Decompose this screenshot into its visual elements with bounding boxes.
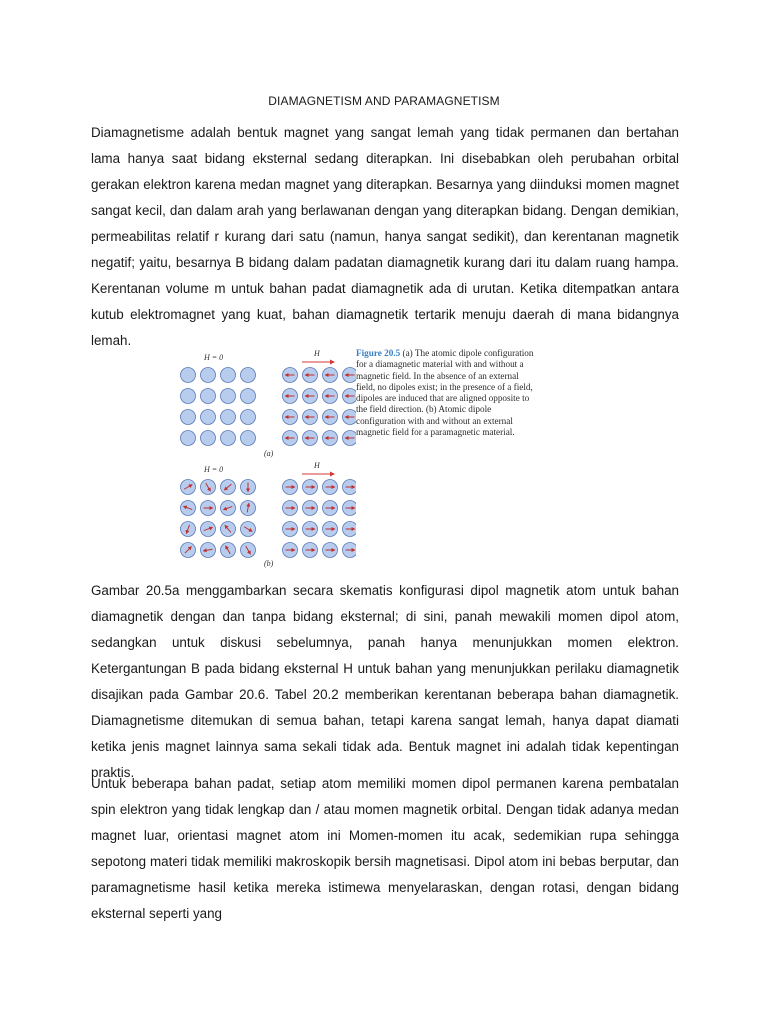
diamagnetic-no-field-atom <box>201 431 216 446</box>
label-b: (b) <box>264 559 274 568</box>
diamagnetic-no-field-atom <box>181 431 196 446</box>
diamagnetic-no-field-atom <box>181 389 196 404</box>
label-h0-a: H = 0 <box>204 353 224 362</box>
diamagnetic-no-field-atom <box>201 368 216 383</box>
diamagnetic-no-field-atom <box>201 410 216 425</box>
label-a: (a) <box>264 449 274 458</box>
label-h-b: H <box>314 461 320 470</box>
label-h0-b: H = 0 <box>204 465 224 474</box>
diamagnetic-no-field-atom <box>241 389 256 404</box>
label-h-a: H <box>314 349 320 358</box>
diamagnetic-no-field-atom <box>181 410 196 425</box>
diamagnetic-no-field-atom <box>181 368 196 383</box>
paragraph-2: Gambar 20.5a menggambarkan secara skematis konfigurasi dipol magnetik atom untuk bahan diamagnetik dengan dan tanpa bidang eksternal; di sini, panah mewakili momen dipol atom, sedangkan untuk diskusi sebelumnya, panah hanya menunjukkan momen elektron. Ketergantungan B pada bidang eksternal H untuk bahan yang menunjukkan perilaku diamagnetik disajikan pada Gambar 20.6. Tabel 20.2 memberikan kerentanan beberapa bahan diamagnetik. Diamagnetisme ditemukan di semua bahan, tetapi karena sangat lemah, hanya dapat diamati ketika jenis magnet lainnya sama sekali tidak ada. Bentuk magnet ini adalah tidak kepentingan praktis. <box>91 583 679 780</box>
diamagnetic-no-field-atom <box>241 431 256 446</box>
caption-text: (a) The atomic dipole configuration for a diamagnetic material with and without a magnetic field. In the absence of an external field, no dipoles exist; in the presence of a field, dipoles are induced that are aligned opposite to the field direction. (b) Atomic dipole configuration with and without an external magnetic field for a paramagnetic material. <box>356 348 534 438</box>
paragraph-1: Diamagnetisme adalah bentuk magnet yang sangat lemah yang tidak permanen dan bertahan lama hanya saat bidang eksternal sedang diterapkan. Ini disebabkan oleh perubahan orbital gerakan elektron karena medan magnet yang diterapkan. Besarnya yang diinduksi momen magnet sangat kecil, dan dalam arah yang berlawanan dengan yang diterapkan bidang. Dengan demikian, permeabilitas relatif r kurang dari satu (namun, hanya sangat sedikit), dan kerentanan magnetik negatif; yaitu, besarnya B bidang dalam padatan diamagnetik kurang dari itu dalam ruang hampa. Kerentanan volume m untuk bahan padat diamagnetik ada di urutan. Ketika ditempatkan antara kutub elektromagnet yang kuat, bahan diamagnetik tertarik menuju daerah di mana bidangnya lemah. <box>91 125 679 348</box>
dipole-diagram <box>170 340 356 575</box>
diamagnetic-no-field-atom <box>221 389 236 404</box>
figure-20-5 <box>170 340 540 575</box>
caption-label: Figure 20.5 <box>356 348 401 358</box>
diamagnetic-no-field-atom <box>201 389 216 404</box>
figure-caption <box>356 348 540 438</box>
diamagnetic-no-field-atom <box>221 431 236 446</box>
diamagnetic-no-field-atom <box>221 368 236 383</box>
document-title: DIAMAGNETISM AND PARAMAGNETISM <box>268 94 500 108</box>
diamagnetic-no-field-atom <box>241 410 256 425</box>
diamagnetic-no-field-atom <box>221 410 236 425</box>
paragraph-3: Untuk beberapa bahan padat, setiap atom memiliki momen dipol permanen karena pembatalan spin elektron yang tidak lengkap dan / atau momen magnetik orbital. Dengan tidak adanya medan magnet luar, orientasi magnet atom ini Momen-momen itu acak, sedemikian rupa sehingga sepotong materi tidak memiliki makroskopik bersih magnetisasi. Dipol atom ini bebas berputar, dan paramagnetisme hasil ketika mereka istimewa menyelaraskan, dengan rotasi, dengan bidang eksternal seperti yang <box>91 776 679 921</box>
diamagnetic-no-field-atom <box>241 368 256 383</box>
